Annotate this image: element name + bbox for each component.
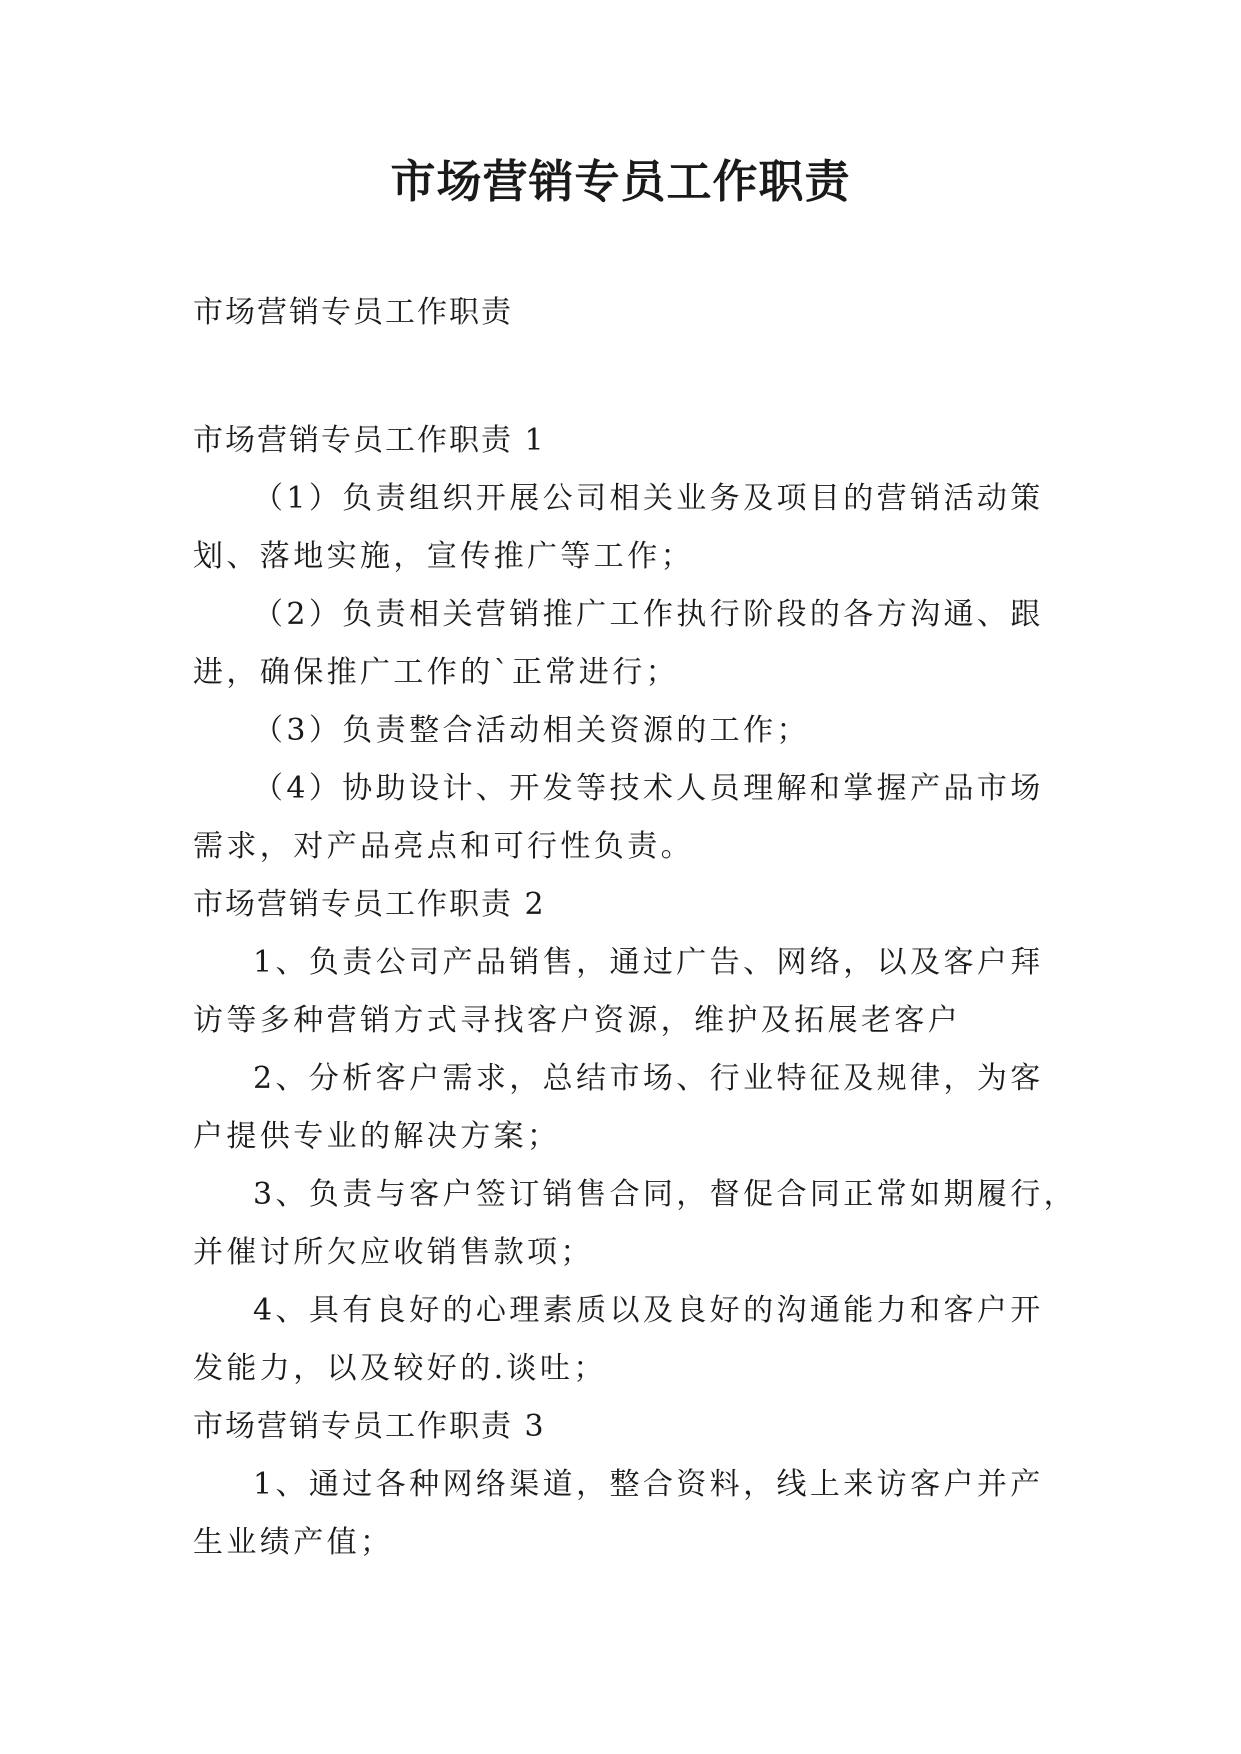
section-item <box>193 1282 1063 1398</box>
section-item <box>193 760 1063 876</box>
item-line: 访等多种营销方式寻找客户资源，维护及拓展老客户 <box>193 1003 962 1038</box>
section-item <box>193 470 1063 586</box>
item-line: （2）负责相关营销推广工作执行阶段的各方沟通、跟 <box>253 597 1044 632</box>
item-line: 4、具有良好的心理素质以及良好的沟通能力和客户开 <box>253 1293 1044 1328</box>
item-line: 并催讨所欠应收销售款项； <box>193 1235 594 1270</box>
document-subtitle: 市场营销专员工作职责 <box>193 295 513 330</box>
document-title: 市场营销专员工作职责 <box>390 155 851 208</box>
item-line: 进，确保推广工作的`正常进行； <box>193 655 679 690</box>
item-line: 2、分析客户需求，总结市场、行业特征及规律，为客 <box>253 1061 1044 1096</box>
item-line: 1、负责公司产品销售，通过广告、网络，以及客户拜 <box>253 945 1044 980</box>
item-line: 需求，对产品亮点和可行性负责。 <box>193 829 694 864</box>
item-line: 3、负责与客户签订销售合同，督促合同正常如期履行， <box>253 1177 1078 1212</box>
section-heading: 市场营销专员工作职责 1 <box>193 423 546 458</box>
document-body <box>193 412 1078 1572</box>
section-item <box>193 586 1063 702</box>
section-item <box>193 702 1063 760</box>
section-heading: 市场营销专员工作职责 3 <box>193 1409 546 1444</box>
item-line: 生业绩产值； <box>193 1525 394 1560</box>
item-line: （4）协助设计、开发等技术人员理解和掌握产品市场 <box>253 771 1044 806</box>
section-item <box>193 1050 1063 1166</box>
item-line: （3）负责整合活动相关资源的工作； <box>253 713 810 748</box>
section-item <box>193 1456 1063 1572</box>
item-line: 划、落地实施，宣传推广等工作； <box>193 539 694 574</box>
section-item <box>193 934 1063 1050</box>
item-line: 户提供专业的解决方案； <box>193 1119 561 1154</box>
section-heading: 市场营销专员工作职责 2 <box>193 887 546 922</box>
item-line: （1）负责组织开展公司相关业务及项目的营销活动策 <box>253 481 1044 516</box>
item-line: 发能力，以及较好的.谈吐； <box>193 1351 607 1386</box>
section-item <box>193 1166 1078 1282</box>
item-line: 1、通过各种网络渠道，整合资料，线上来访客户并产 <box>253 1467 1044 1502</box>
